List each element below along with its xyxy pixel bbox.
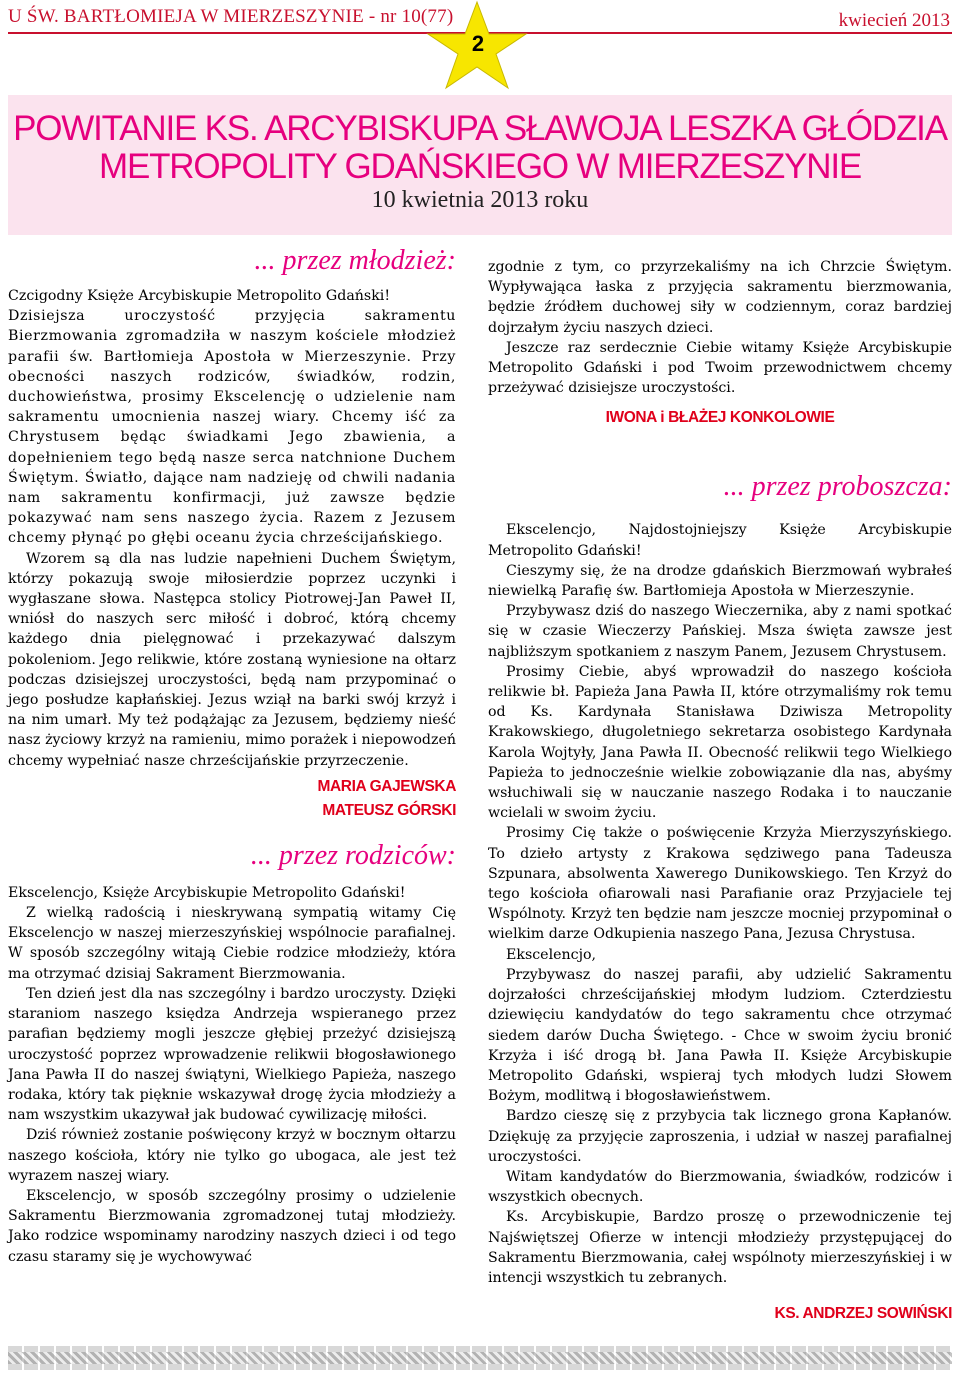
title-banner bbox=[8, 95, 952, 235]
pastor-greeting: Ekscelencjo, Najdostojniejszy Księże Arcybiskupie Metropolito Gdański! bbox=[488, 522, 952, 559]
left-column bbox=[8, 246, 456, 1267]
parents-greeting: Ekscelencjo, Księże Arcybiskupie Metropolito Gdański! bbox=[8, 884, 406, 901]
parents-paragraph: zgodnie z tym, co przyrzekaliśmy na ich Chrzcie Świętym. Wypływająca łaska z przyjęcia sakramentu bierzmowania, będzie źródłem duchowej siły w codziennym, coraz bardziej dojrzałym życiu naszych dzieci. bbox=[488, 259, 952, 336]
pastor-paragraph: Witam kandydatów do Bierzmowania, świadków, rodziców i wszystkich obecnych. bbox=[488, 1168, 952, 1206]
banner-date: 10 kwietnia 2013 roku bbox=[371, 187, 589, 213]
parents-paragraph: Z wielką radością i nieskrywaną sympatią witamy Cię Ekscelencjo w naszej mierzeszyńskiej wspólnocie parafialnej. W sposób szczególny witają Ciebie rodzice młodzieży, która ma otrzymać dzisiaj Sakrament Bierzmowania. bbox=[8, 905, 456, 982]
pastor-heading: ... przez proboszcza: bbox=[723, 471, 952, 503]
header-right: kwiecień 2013 bbox=[838, 10, 950, 31]
pastor-paragraph: Przybywasz dziś do naszego Wieczernika, aby z nami spotkać się w czasie Wieczerzy Pańskiej. Msza święta zawsze jest najbliższym spotkaniem z naszym Panem, Jezusem Chrystusem. bbox=[488, 603, 952, 660]
parents-paragraph: Dziś również zostanie poświęcony krzyż w bocznym ołtarzu naszego kościoła, który nie tylko go ubogaca, ale jest też wyrazem naszej wiary. bbox=[8, 1127, 456, 1184]
youth-greeting: Czcigodny Księże Arcybiskupie Metropolito Gdański! bbox=[8, 288, 391, 304]
signature: MARIA GAJEWSKA bbox=[317, 777, 456, 795]
page-number: 2 bbox=[471, 31, 485, 56]
signature: IWONA i BŁAŻEJ KONKOLOWIE bbox=[605, 409, 835, 427]
parents-heading: ... przez rodziców: bbox=[250, 839, 456, 871]
pastor-paragraph: Bardzo cieszę się z przybycia tak licznego grona Kapłanów. Dziękuję za przyjęcie zaproszenia, i udział w naszej parafialnej uroczystości. bbox=[488, 1108, 952, 1165]
signature: MATEUSZ GÓRSKI bbox=[322, 801, 456, 819]
pastor-paragraph: Ekscelencjo, bbox=[506, 946, 597, 963]
pastor-paragraph: Prosimy Ciebie, abyś wprowadził do naszego kościoła relikwie bł. Papieża Jana Pawła II, które otrzymaliśmy rok temu od Ks. Kardynała Stanisława Dziwisza Metropolity Krakowskiego, długoletniego sekretarza osobistego Kardynała Karola Wojtyły, Jana Pawła II. Obecność relikwii tego Wielkiego Papieża to jednocześnie wielkie zobowiązanie dla nas, abyśmy wsłuchiwali się w nauczanie naszego Rodaka i to nauczanie wcielali w swoim życiu. bbox=[488, 663, 952, 822]
parents-paragraph: Ekscelencjo, w sposób szczególny prosimy o udzielenie Sakramentu Bierzmowania zgromadzonej tutaj młodzieży. Jako rodzice wspominamy narodziny naszych dzieci i od tego czasu staramy się je wychowywać bbox=[8, 1187, 456, 1265]
youth-heading: ... przez młodzież: bbox=[254, 245, 456, 276]
youth-paragraph: Wzorem są dla nas ludzie napełnieni Duchem Świętym, którzy pokazują swoje miłosierdzie poprzez uczynki i wygłaszane słowa. Następca stolicy Piotrowej-Jan Paweł II, wniósł do naszych serc miłość i dobroć, którą chcemy każdego dnia pielęgnować i przekazywać dalszym pokoleniom. Jego relikwie, które zostaną wyniesione na ołtarz podczas dzisiejszej uroczystości, będą nam przypominać o jego posłudze kapłańskiej. Jezus wziął na barki swój krzyż i na nim umarł. My też podążając za Jezusem, będziemy nieść nasz życiowy krzyż na ramieniu, mimo porażek i niepowodzeń chcemy wypełniać nasze chrześcijańskie przyrzeczenie. bbox=[8, 550, 456, 769]
youth-paragraph: Dzisiejsza uroczystość przyjęcia sakramentu Bierzmowania zgromadziła w naszym kościele młodzież parafii św. Bartłomieja Apostoła w Mierzeszynie. Przy obecności naszych rodziców, świadków, rodzin, duchowieństwa, prosimy Ekscelencję o udzielenie nam sakramentu umocnienia naszej wiary. Chcemy iść za Chrystusem będąc świadkami Jego zbawienia, a dopełnieniem tego będą nasze serca natchnione Duchem Świętym. Światło, dające nam nadzieję od chwili nadania nam sakramentu konfirmacji, już zawsze będzie pokazywać nam sens naszego życia. Razem z Jezusem chcemy płynąć po głębi oceanu życia chrześcijańskiego. bbox=[8, 308, 456, 547]
parents-paragraph: Jeszcze raz serdecznie Ciebie witamy Księże Arcybiskupie Metropolito Gdański i pod Twoim przewodnictwem chcemy przeżywać dzisiejsze uroczystości. bbox=[488, 339, 952, 397]
decorative-border-pattern bbox=[8, 1352, 952, 1364]
signature: KS. ANDRZEJ SOWIŃSKI bbox=[774, 1305, 952, 1323]
pastor-paragraph: Ks. Arcybiskupie, Bardzo proszę o przewodniczenie tej Najświętszej Ofierze w intencji młodzieży przystępującej do Sakramentu Bierzmowania, całej wspólnoty mierzeszyńskiej i w intencji wszystkich tu zebranych. bbox=[488, 1209, 952, 1286]
parents-paragraph: Ten dzień jest dla nas szczególny i bardzo uroczysty. Dzięki staraniom naszego księdza Andrzeja wspieranego przez parafian będziemy mogli jeszcze głębiej przeżyć dzisiejszą uroczystość poprzez wprowadzenie relikwii błogosławionego Jana Pawła II do naszej świątyni, Wielkiego Papieża, naszego rodaka, który tak pięknie wskazywał drogę życia młodzieży a nam wszystkim ukazywał jak budować cywilizację miłości. bbox=[8, 985, 456, 1124]
pastor-paragraph: Cieszymy się, że na drodze gdańskich Bierzmowań wybrałeś niewielką Parafię św. Bartłomieja Apostoła w Mierzeszynie. bbox=[488, 562, 952, 600]
pastor-paragraph: Prosimy Cię także o poświęcenie Krzyża Mierzyszyńskiego. To dzieło artysty z Krakowa sędziwego pana Tadeusza Szpunara, absolwenta Xawerego Dunikowskiego. Ten Krzyż do tego kościoła ofiarowali nasi Parafianie oraz Przyjaciele tej Wspólnoty. Krzyż ten będzie nam jeszcze mocniej przypominał o wielkim darze Odkupienia naszego Pana, Jezusa Chrystusa. bbox=[488, 825, 952, 943]
pastor-paragraph: Przybywasz do naszej parafii, aby udzielić Sakramentu dojrzałości chrześcijańskiej młodym ludziom. Czterdziestu dziewięciu kandydatów do tego sakramentu chce otrzymać siedem darów Ducha Świętego. - Chce w swoim życiu bronić Krzyża i iść drogą bł. Jana Pawła II. Księże Arcybiskupie Metropolito Gdański, wspieraj tych młodych ludzi Słowem Bożym, modlitwą i błogosławieństwem. bbox=[488, 966, 952, 1105]
banner-title-line1: POWITANIE KS. ARCYBISKUPA SŁAWOJA LESZKA GŁÓDZIA bbox=[13, 109, 947, 148]
banner-title-line2: METROPOLITY GDAŃSKIEGO W MIERZESZYNIE bbox=[98, 147, 861, 186]
header-left: U ŚW. BARTŁOMIEJA W MIERZESZYNIE - nr 10(77) bbox=[8, 6, 454, 27]
right-column bbox=[488, 257, 952, 1326]
